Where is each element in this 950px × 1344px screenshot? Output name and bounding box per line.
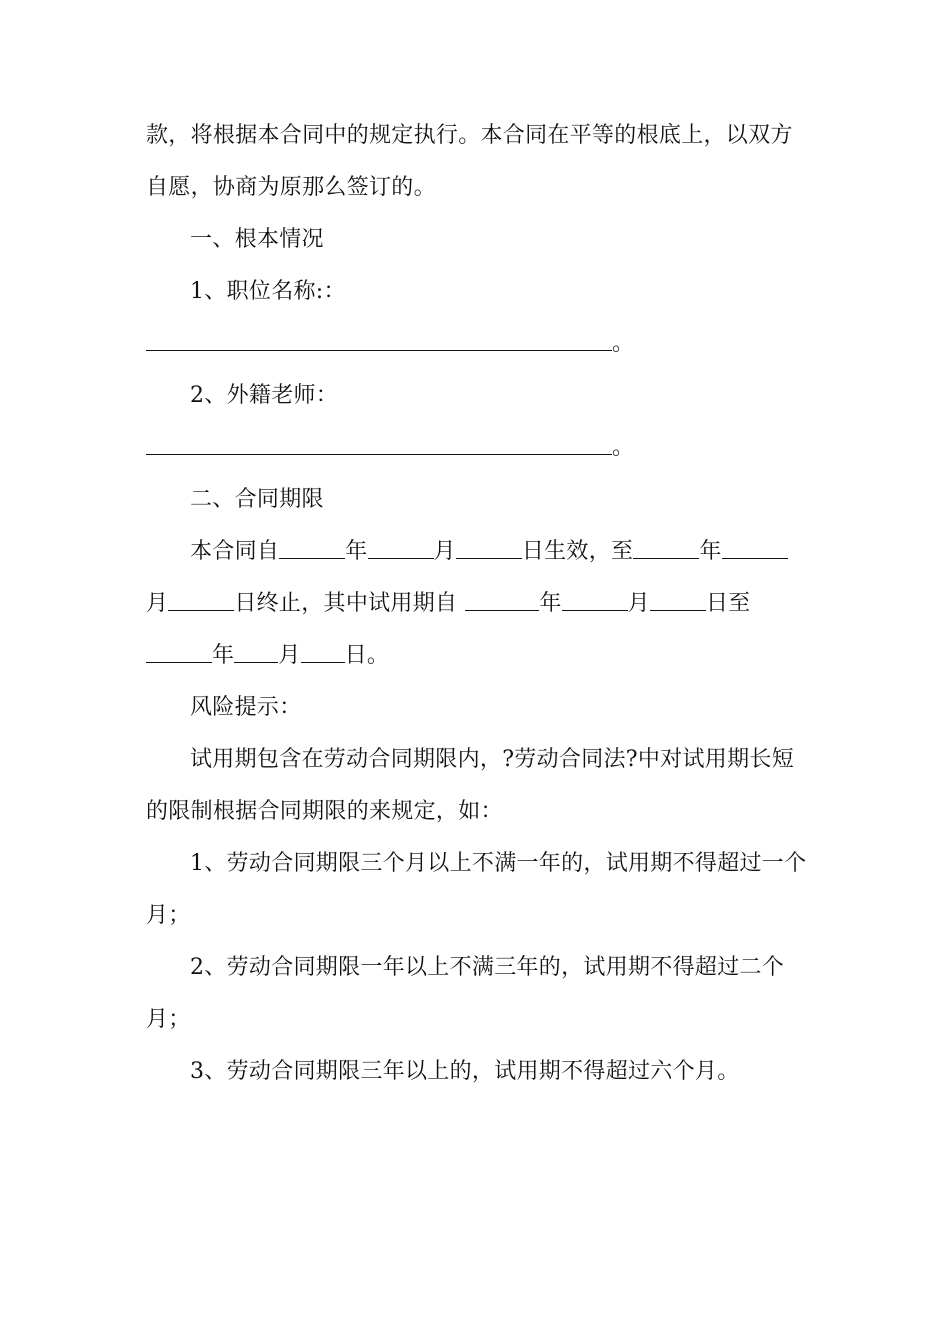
term-text: 月: [433, 539, 456, 564]
term-line-2: [146, 589, 751, 619]
term-text: 月: [627, 591, 650, 616]
start-month-blank: [368, 538, 434, 559]
risk-item-1-line-2: 月；: [146, 903, 191, 928]
risk-item-2-line-2: 月；: [146, 1007, 191, 1032]
trial-end-year-blank: [146, 642, 212, 663]
risk-item-2-line-1: 2、劳动合同期限一年以上不满三年的，试用期不得超过二个: [190, 955, 785, 980]
term-line-3: [146, 641, 389, 671]
foreign-teacher-period: 。: [612, 435, 635, 460]
end-month-blank: [722, 538, 788, 559]
trial-start-month-blank: [562, 590, 628, 611]
term-text: 年: [212, 643, 235, 668]
position-name-blank: [146, 330, 612, 351]
term-text: 月: [278, 643, 301, 668]
term-line-1: [190, 537, 788, 567]
section2-heading: 二、合同期限: [190, 487, 324, 512]
term-text: 本合同自: [190, 539, 280, 564]
trial-start-day-blank: [650, 590, 706, 611]
intro-line-1: 款，将根据本合同中的规定执行。本合同在平等的根底上，以双方: [146, 123, 793, 148]
term-text: 年: [539, 591, 562, 616]
end-year-blank: [633, 538, 699, 559]
foreign-teacher-label: 2、外籍老师：: [190, 383, 339, 408]
foreign-teacher-fill-line: [146, 433, 634, 463]
intro-line-2: 自愿，协商为原那么签订的。: [146, 175, 436, 200]
term-text: 年: [699, 539, 722, 564]
term-text: 日生效，至: [521, 539, 634, 564]
term-text: 日至: [705, 591, 751, 616]
risk-para-line-2: 的限制根据合同期限的来规定，如：: [146, 799, 503, 824]
trial-end-month-blank: [234, 642, 278, 663]
section1-heading: 一、根本情况: [190, 227, 324, 252]
risk-item-3-line-1: 3、劳动合同期限三年以上的，试用期不得超过六个月。: [190, 1059, 740, 1084]
trial-end-day-blank: [301, 642, 345, 663]
position-name-label: 1、职位名称:：: [190, 279, 346, 304]
trial-start-year-blank: [465, 590, 539, 611]
start-year-blank: [279, 538, 345, 559]
foreign-teacher-blank: [146, 434, 612, 455]
term-text: 日。: [344, 643, 390, 668]
term-text: 月: [146, 591, 169, 616]
start-day-blank: [456, 538, 522, 559]
term-text: 年: [345, 539, 368, 564]
term-text: 日终止，其中试用期自: [234, 591, 458, 616]
end-day-blank: [168, 590, 234, 611]
risk-heading: 风险提示：: [190, 695, 302, 720]
position-name-period: 。: [612, 331, 635, 356]
risk-item-1-line-1: 1、劳动合同期限三个月以上不满一年的，试用期不得超过一个: [190, 851, 807, 876]
position-name-fill-line: [146, 329, 634, 359]
risk-para-line-1: 试用期包含在劳动合同期限内，?劳动合同法?中对试用期长短: [190, 747, 794, 772]
